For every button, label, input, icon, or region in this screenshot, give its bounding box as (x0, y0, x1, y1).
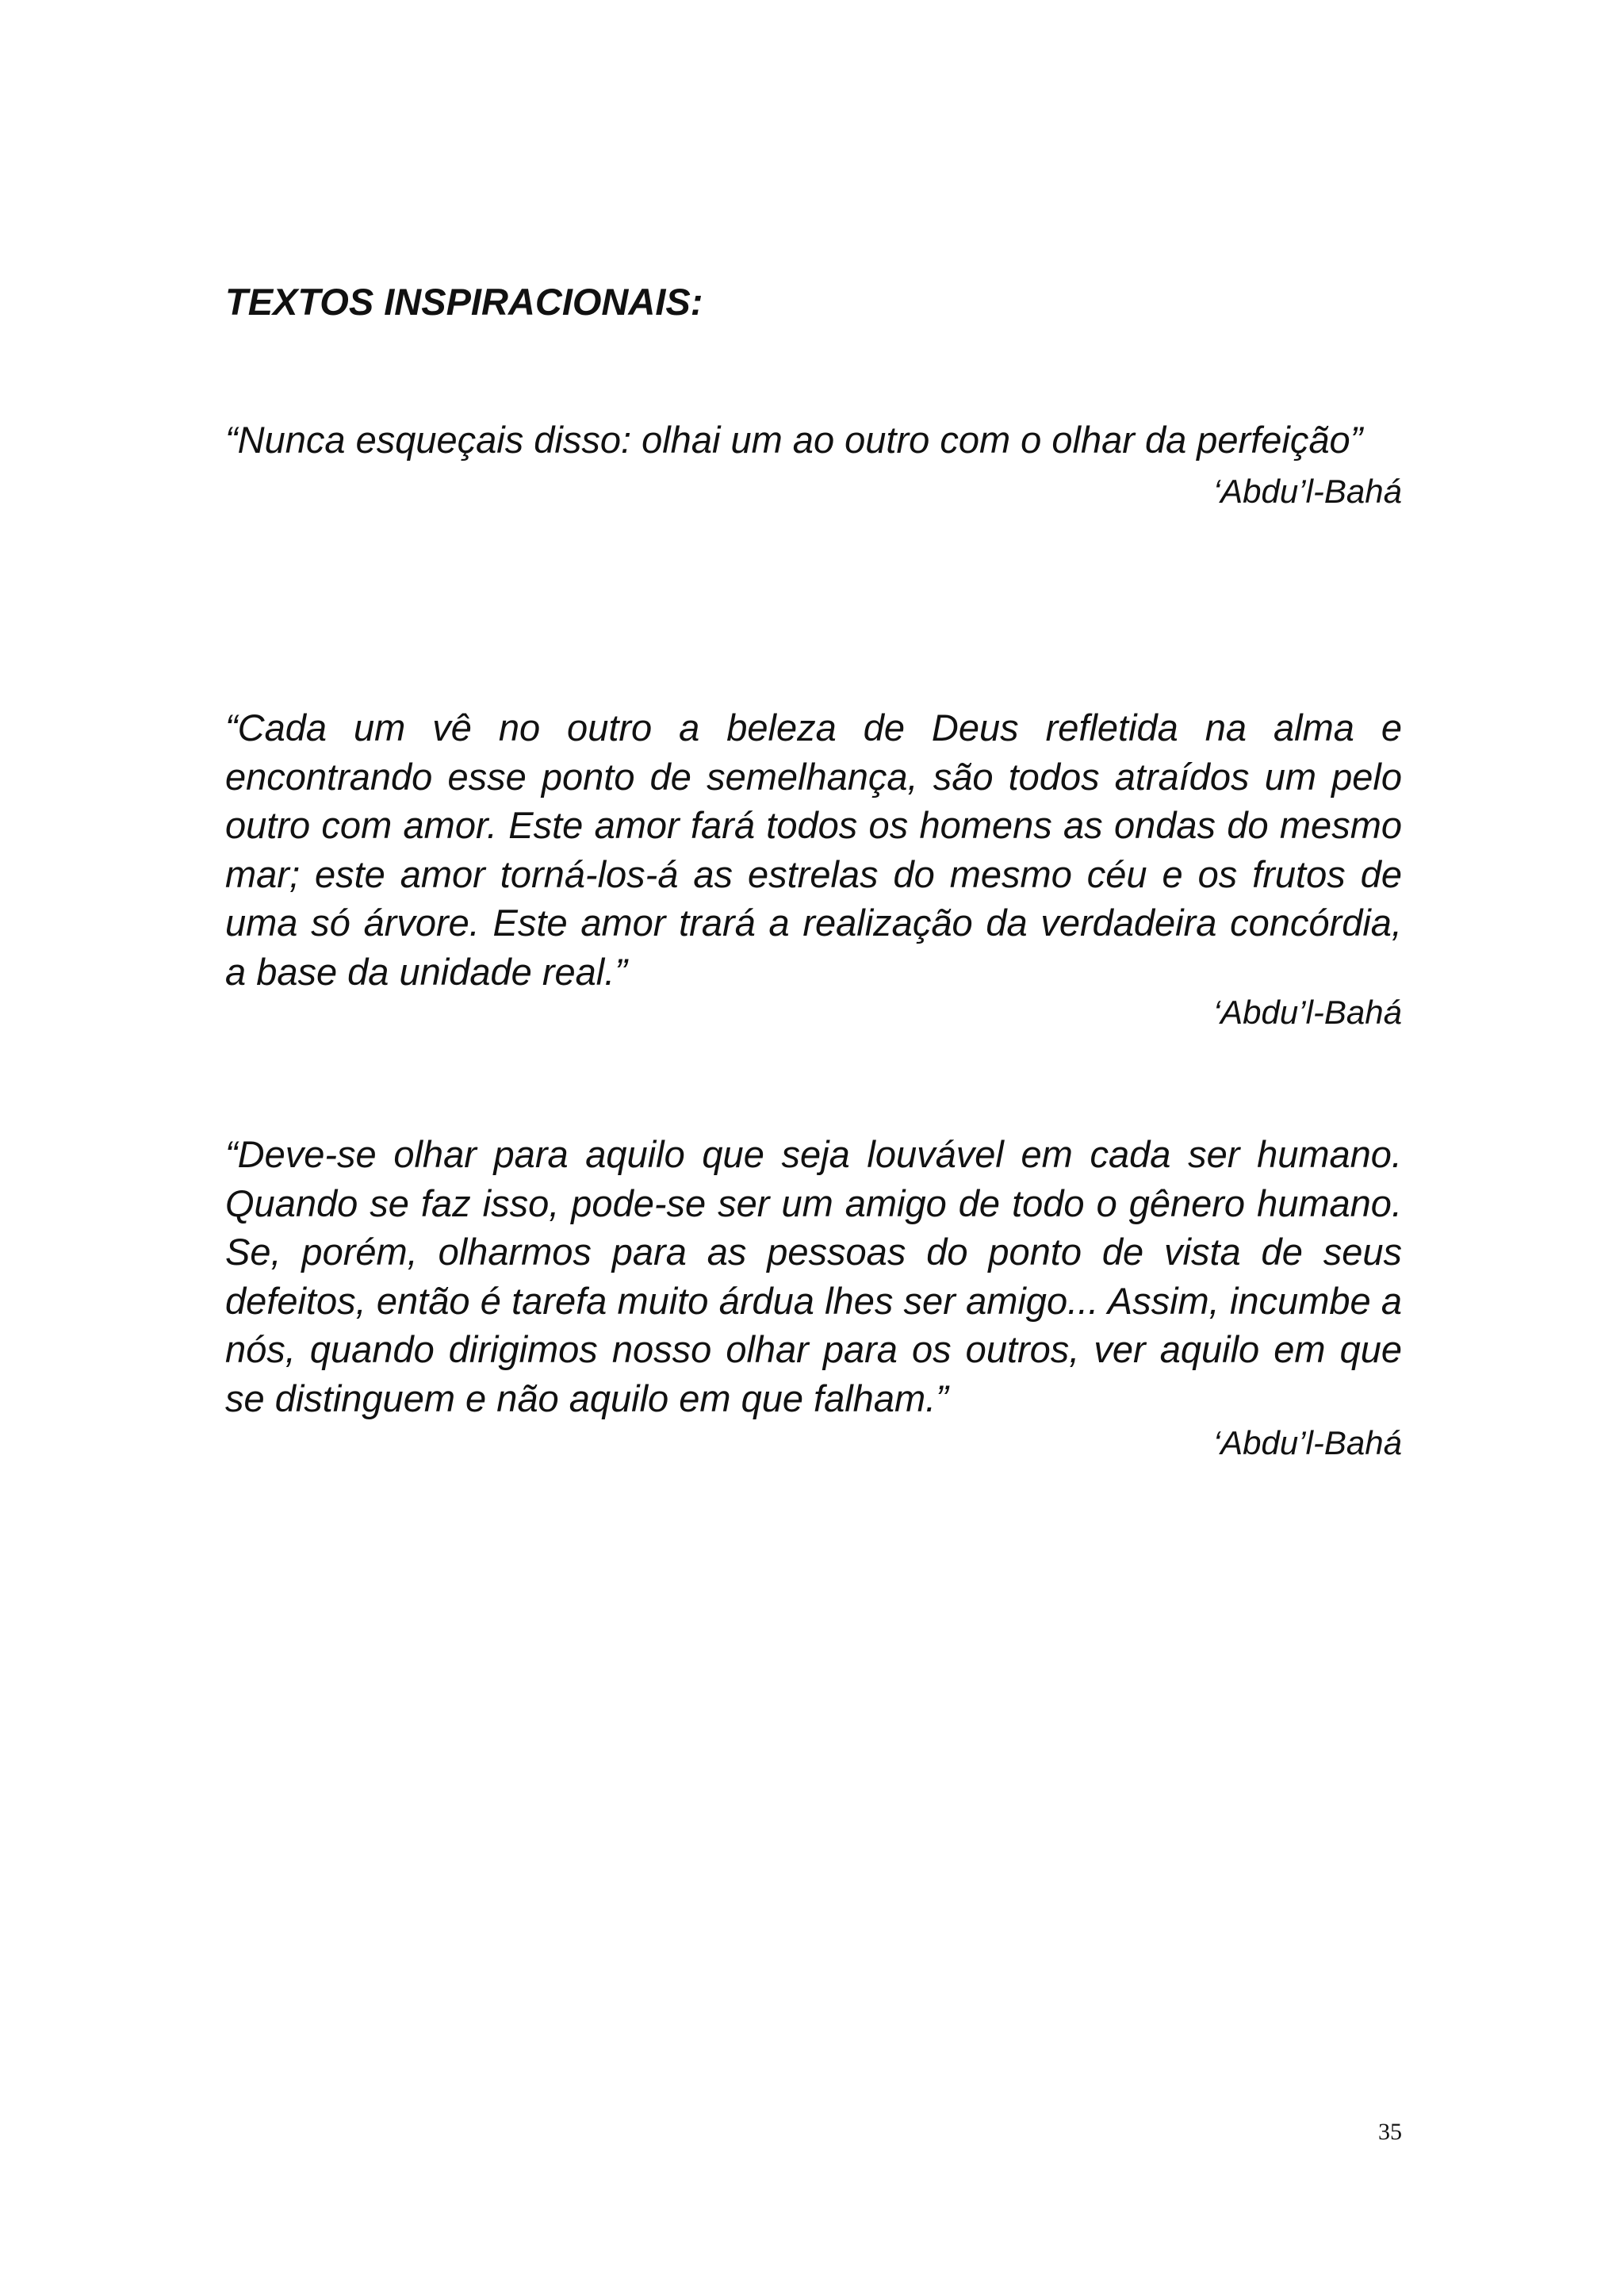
quote-text: “Nunca esqueçais disso: olhai um ao outro com o olhar da perfeição” (225, 419, 1363, 461)
quote-attribution: ‘Abdu’l-Bahá (1212, 1424, 1402, 1461)
quote-text: “Cada um vê no outro a beleza de Deus refletida na alma e encontrando esse ponto de semelhança, são todos atraídos um pelo outro com amor. Este amor fará todos os homens as ondas do mesmo mar; este amor torná-los-á as estrelas do mesmo céu e os frutos de uma só árvore. Este amor trará a realização da verdadeira concórdia, a base da unidade real.” (225, 707, 1402, 993)
quote-attribution: ‘Abdu’l-Bahá (1212, 472, 1402, 510)
quote-attribution: ‘Abdu’l-Bahá (1212, 994, 1402, 1031)
page-heading: TEXTOS INSPIRACIONAIS: (225, 281, 703, 323)
page-number: 35 (1378, 2119, 1402, 2145)
quote-block-1 (225, 416, 1402, 511)
quote-text: “Deve-se olhar para aquilo que seja louvável em cada ser humano. Quando se faz isso, pode-se ser um amigo de todo o gênero humano. Se, porém, olharmos para as pessoas do ponto de vista de seus defeitos, então é tarefa muito árdua lhes ser amigo... Assim, incumbe a nós, quando dirigimos nosso olhar para os outros, ver aquilo em que se distinguem e não aquilo em que falham.” (225, 1133, 1402, 1419)
quote-block-2 (225, 703, 1402, 1032)
quote-block-3 (225, 1130, 1402, 1462)
